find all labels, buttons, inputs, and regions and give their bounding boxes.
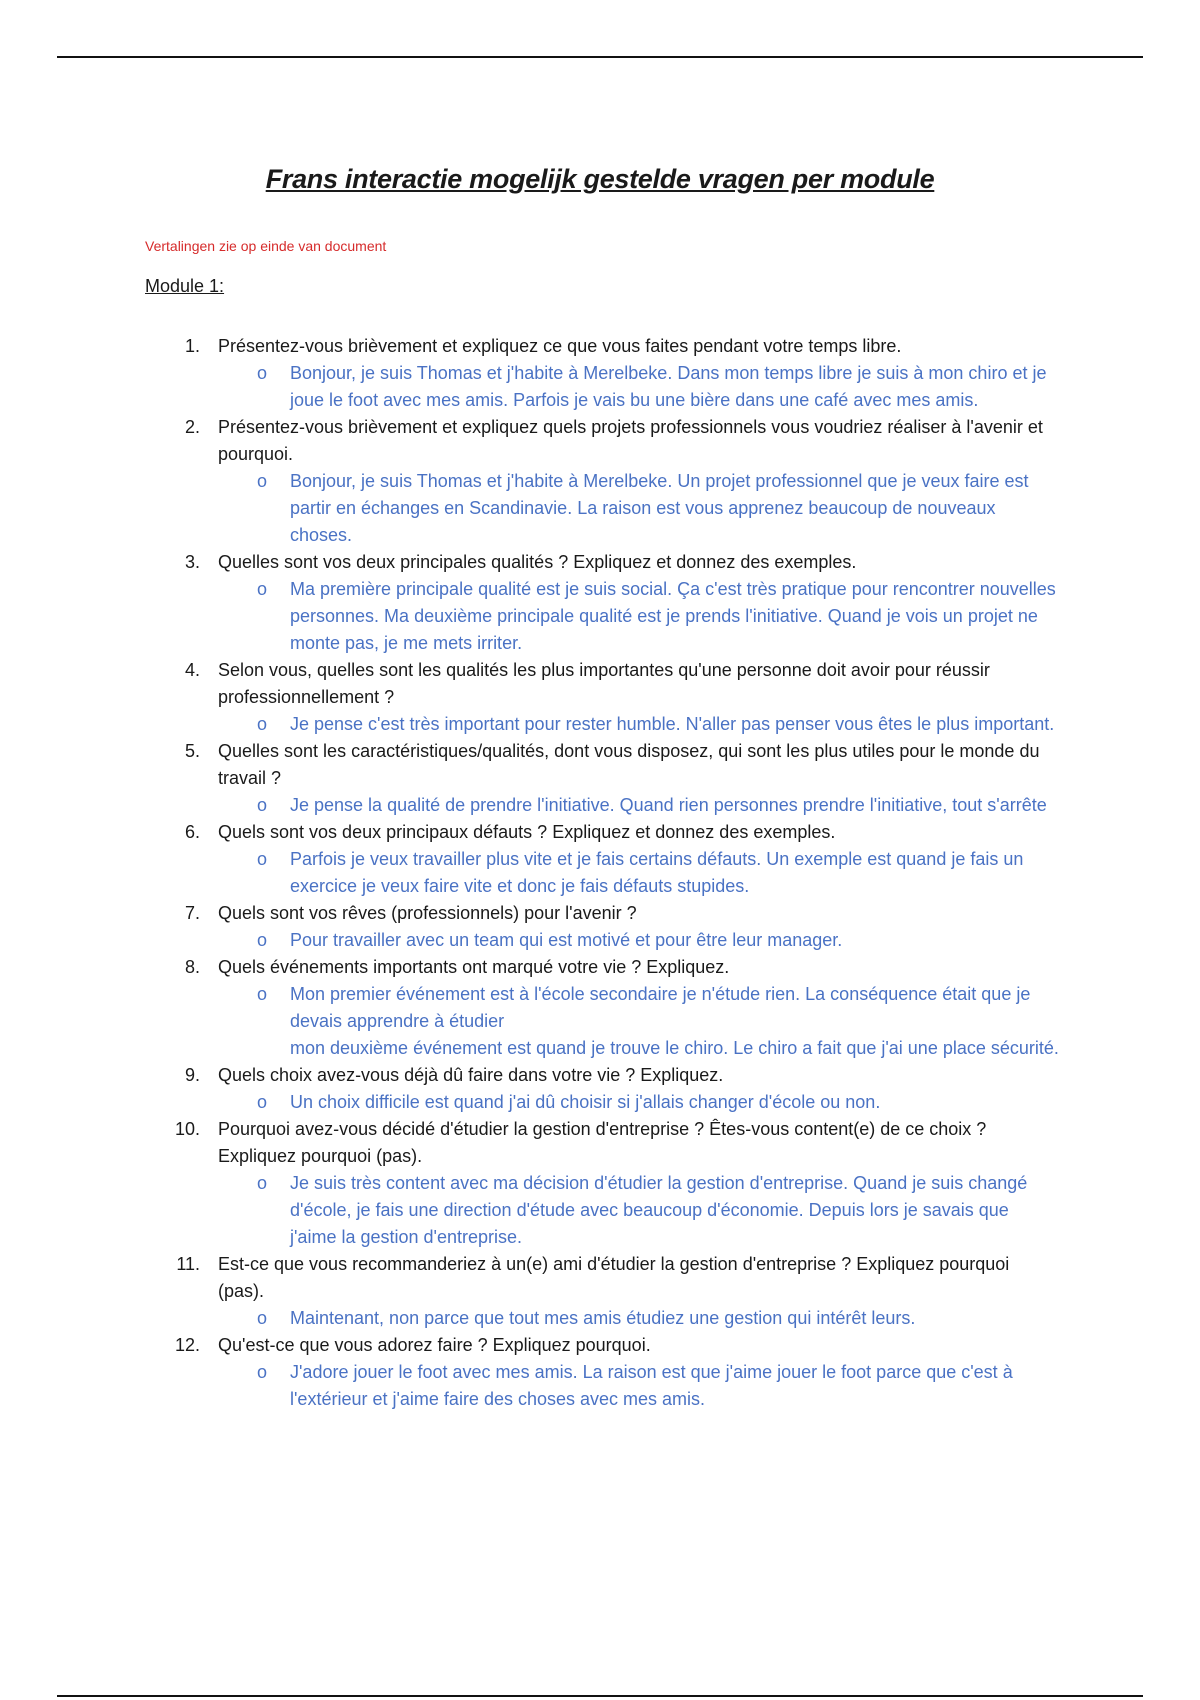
question-text: Qu'est-ce que vous adorez faire ? Expliquez pourquoi. xyxy=(218,1335,651,1355)
question-number: 7. xyxy=(184,903,200,923)
answer-content: Je pense la qualité de prendre l'initiative. Quand rien personnes prendre l'initiative, tout s'arrête xyxy=(290,795,1047,815)
question-number: 5. xyxy=(184,741,200,761)
question-text: Pourquoi avez-vous décidé d'étudier la gestion d'entreprise ? Êtes-vous content(e) de ce choix ? Expliquez pourquoi (pas). xyxy=(218,1119,987,1166)
bullet-icon: o xyxy=(256,984,267,1004)
answer-text xyxy=(256,468,1060,549)
question-text: Quels choix avez-vous déjà dû faire dans votre vie ? Expliquez. xyxy=(218,1065,724,1085)
answer-content: Je pense c'est très important pour rester humble. N'aller pas penser vous êtes le plus important. xyxy=(290,714,1055,734)
question-number: 9. xyxy=(184,1065,200,1085)
question-text: Est-ce que vous recommanderiez à un(e) ami d'étudier la gestion d'entreprise ? Expliquez pourquoi (pas). xyxy=(218,1254,1010,1301)
question-number: 8. xyxy=(184,957,200,977)
question-number: 6. xyxy=(184,822,200,842)
answer-content: Un choix difficile est quand j'ai dû choisir si j'allais changer d'école ou non. xyxy=(290,1092,881,1112)
answer-text xyxy=(256,981,1060,1035)
document-title: Frans interactie mogelijk gestelde vragen per module xyxy=(265,164,935,195)
bullet-icon: o xyxy=(256,1308,267,1328)
answer-content: Bonjour, je suis Thomas et j'habite à Merelbeke. Dans mon temps libre je suis à mon chiro et je joue le foot avec mes amis. Parfois je vais bu une bière dans une café avec mes amis. xyxy=(290,363,1047,410)
translation-note: Vertalingen zie op einde van document xyxy=(145,238,387,254)
bullet-icon: o xyxy=(256,714,267,734)
bullet-icon: o xyxy=(256,579,267,599)
qa-item-5 xyxy=(0,738,1200,819)
answer-content: Maintenant, non parce que tout mes amis étudiez une gestion qui intérêt leurs. xyxy=(290,1308,916,1328)
qa-item-9 xyxy=(0,1062,1200,1116)
question-number: 11. xyxy=(176,1254,200,1274)
footer-rule xyxy=(57,1695,1143,1697)
qa-item-12 xyxy=(0,1332,1200,1413)
answer-text xyxy=(256,846,1060,900)
question-text: Quels sont vos deux principaux défauts ? Expliquez et donnez des exemples. xyxy=(218,822,836,842)
qa-item-11 xyxy=(0,1251,1200,1332)
answer-content: J'adore jouer le foot avec mes amis. La raison est que j'aime jouer le foot parce que c'est à l'extérieur et j'aime faire des choses avec mes amis. xyxy=(290,1362,1013,1409)
qa-item-8 xyxy=(0,954,1200,1062)
header-rule xyxy=(57,56,1143,58)
answer-text xyxy=(256,792,1060,819)
answer-content: Parfois je veux travailler plus vite et je fais certains défauts. Un exemple est quand je fais un exercice je veux faire vite et donc je fais défauts stupides. xyxy=(290,849,1024,896)
question-text: Selon vous, quelles sont les qualités les plus importantes qu'une personne doit avoir pour réussir professionnellement ? xyxy=(218,660,990,707)
bullet-icon: o xyxy=(256,1173,267,1193)
bullet-icon: o xyxy=(256,930,267,950)
question-text: Quelles sont vos deux principales qualités ? Expliquez et donnez des exemples. xyxy=(218,552,857,572)
answer-text xyxy=(256,927,1060,954)
module-heading: Module 1: xyxy=(145,276,225,296)
bullet-icon: o xyxy=(256,471,267,491)
bullet-icon: o xyxy=(256,363,267,383)
answer-text xyxy=(256,1359,1060,1413)
answer-content: Je suis très content avec ma décision d'étudier la gestion d'entreprise. Quand je suis changé d'école, je fais une direction d'étude avec beaucoup d'économie. Depuis lors je savais que j'aime la gestion d'entreprise. xyxy=(290,1173,1028,1247)
bullet-icon: o xyxy=(256,849,267,869)
question-text: Présentez-vous brièvement et expliquez ce que vous faites pendant votre temps libre. xyxy=(218,336,902,356)
answer-text xyxy=(256,1170,1060,1251)
qa-item-2 xyxy=(0,414,1200,549)
qa-item-6 xyxy=(0,819,1200,900)
question-number: 2. xyxy=(184,417,200,437)
question-text: Quelles sont les caractéristiques/qualités, dont vous disposez, qui sont les plus utiles pour le monde du travail ? xyxy=(218,741,1040,788)
question-text: Présentez-vous brièvement et expliquez quels projets professionnels vous voudriez réaliser à l'avenir et pourquoi. xyxy=(218,417,1043,464)
question-number: 1. xyxy=(184,336,200,356)
answer-continuation: mon deuxième événement est quand je trouve le chiro. Le chiro a fait que j'ai une place sécurité. xyxy=(290,1038,1059,1058)
answer-content: Ma première principale qualité est je suis social. Ça c'est très pratique pour rencontrer nouvelles personnes. Ma deuxième principale qualité est je prends l'initiative. Quand je vois un projet ne monte pas, je me mets irriter. xyxy=(290,579,1056,653)
answer-text xyxy=(256,1305,1060,1332)
bullet-icon: o xyxy=(256,795,267,815)
question-text: Quels sont vos rêves (professionnels) pour l'avenir ? xyxy=(218,903,637,923)
qa-item-1 xyxy=(0,333,1200,414)
answer-text xyxy=(256,360,1060,414)
bullet-icon: o xyxy=(256,1362,267,1382)
answer-text xyxy=(256,711,1060,738)
answer-text xyxy=(256,1089,1060,1116)
question-number: 4. xyxy=(184,660,200,680)
question-number: 10. xyxy=(174,1119,200,1139)
question-number: 12. xyxy=(174,1335,200,1355)
answer-content: Pour travailler avec un team qui est motivé et pour être leur manager. xyxy=(290,930,843,950)
answer-content: Bonjour, je suis Thomas et j'habite à Merelbeke. Un projet professionnel que je veux faire est partir en échanges en Scandinavie. La raison est vous apprenez beaucoup de nouveaux choses. xyxy=(290,471,1029,545)
qa-item-3 xyxy=(0,549,1200,657)
answer-text xyxy=(256,576,1060,657)
answer-content: Mon premier événement est à l'école secondaire je n'étude rien. La conséquence était que je devais apprendre à étudier xyxy=(290,984,1031,1031)
question-number: 3. xyxy=(184,552,200,572)
qa-item-7 xyxy=(0,900,1200,954)
question-list xyxy=(0,333,1200,1413)
question-text: Quels événements importants ont marqué votre vie ? Expliquez. xyxy=(218,957,730,977)
qa-item-4 xyxy=(0,657,1200,738)
bullet-icon: o xyxy=(256,1092,267,1112)
qa-item-10 xyxy=(0,1116,1200,1251)
